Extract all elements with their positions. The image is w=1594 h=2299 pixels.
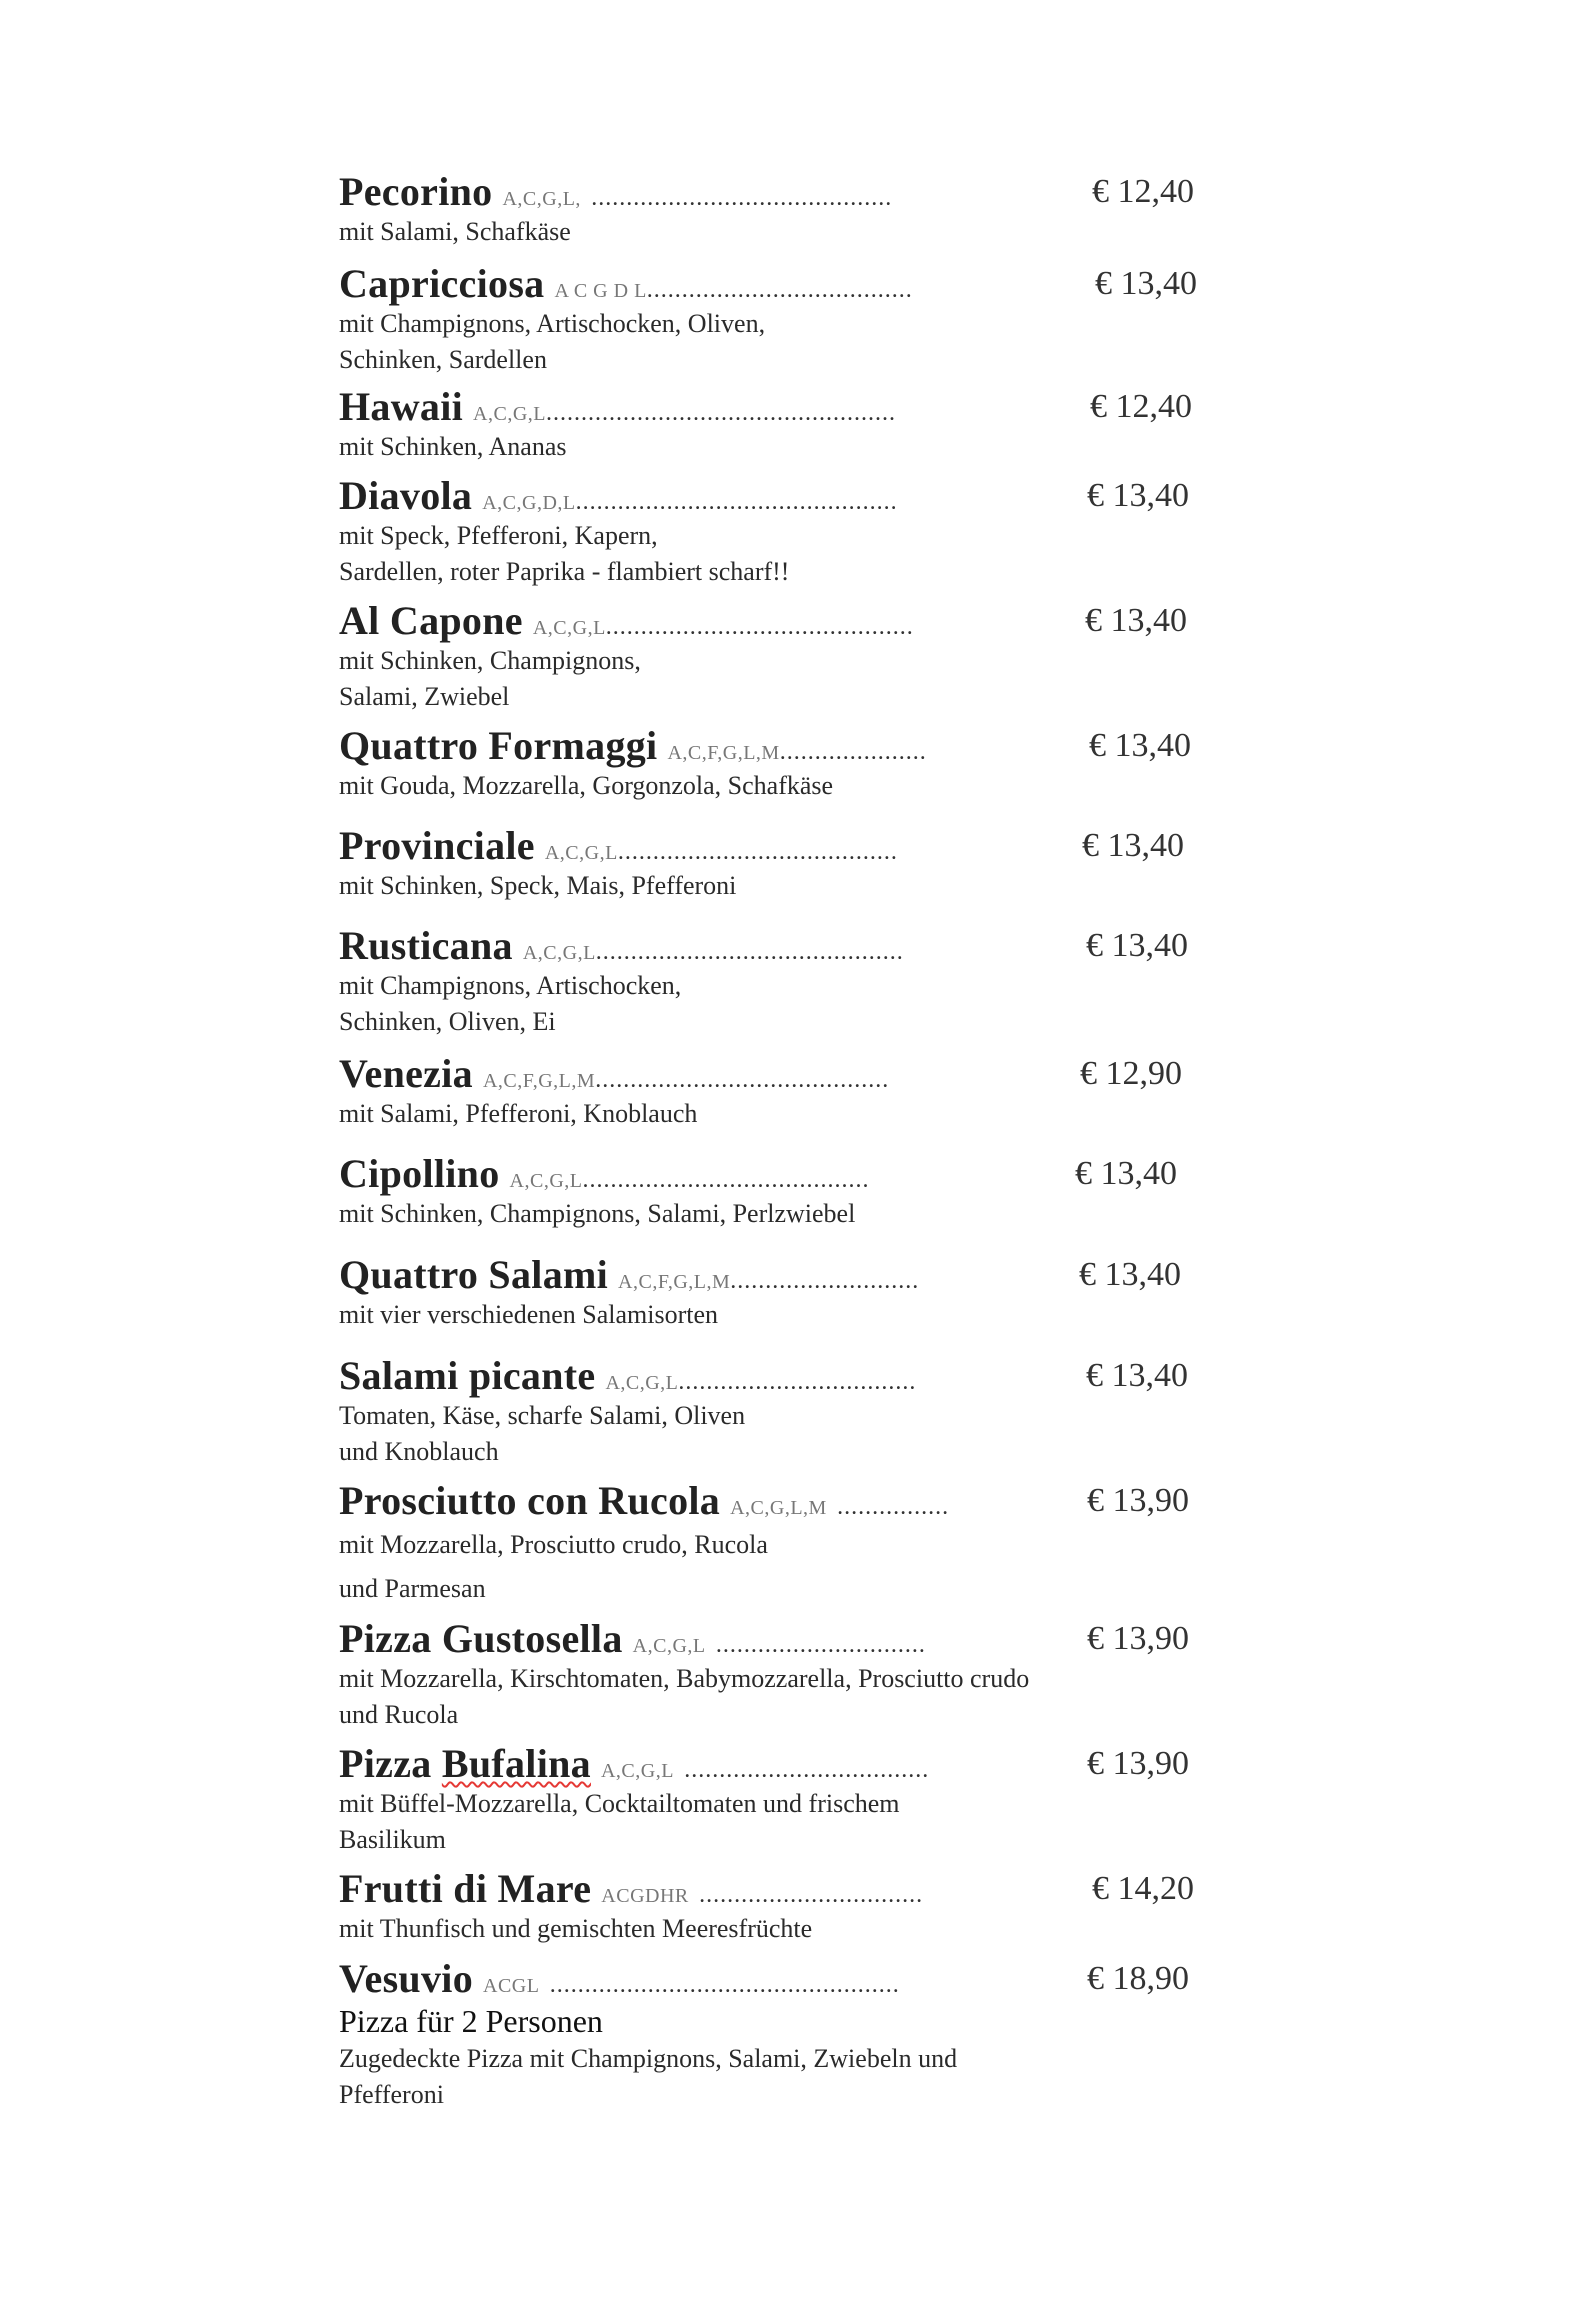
item-name: Venezia <box>339 1051 473 1096</box>
allergen-codes: A,C,G,L <box>473 403 546 425</box>
menu-item-capricciosa <box>339 261 1197 378</box>
menu-item-quattro-formaggi <box>339 723 1191 804</box>
menu-item-venezia <box>339 1051 1182 1132</box>
item-description: mit Speck, Pfefferoni, Kapern, <box>339 521 658 550</box>
item-name: Vesuvio <box>339 1956 473 2001</box>
item-price: € 13,40 <box>1087 477 1189 514</box>
item-description: Schinken, Sardellen <box>339 345 547 374</box>
item-description: Zugedeckte Pizza mit Champignons, Salami, Zwiebeln und <box>339 2044 958 2073</box>
item-description: Pfefferoni <box>339 2080 444 2109</box>
dot-leader: .................................................. <box>549 1972 900 1998</box>
item-name: Hawaii <box>339 384 464 429</box>
menu-item-al-capone <box>339 598 1187 715</box>
item-price: € 13,90 <box>1087 1745 1189 1782</box>
item-price: € 13,40 <box>1095 265 1197 302</box>
item-name: Quattro Salami <box>339 1252 609 1297</box>
item-name: Salami picante <box>339 1353 596 1398</box>
menu-item-quattro-salami <box>339 1252 1181 1333</box>
item-price: € 13,40 <box>1089 727 1191 764</box>
dot-leader: ................ <box>837 1494 950 1520</box>
item-description: mit Salami, Pfefferoni, Knoblauch <box>339 1099 698 1128</box>
item-price: € 18,90 <box>1087 1960 1189 1997</box>
dot-leader: ........................... <box>730 1268 920 1294</box>
item-description: mit vier verschiedenen Salamisorten <box>339 1300 719 1329</box>
item-description: mit Gouda, Mozzarella, Gorgonzola, Schafkäse <box>339 771 834 800</box>
item-name: Pizza Gustosella <box>339 1616 623 1661</box>
dot-leader: .............................. <box>715 1632 926 1658</box>
item-name: Cipollino <box>339 1151 500 1196</box>
item-description: und Rucola <box>339 1700 459 1729</box>
item-price: € 13,40 <box>1086 927 1188 964</box>
item-price: € 13,40 <box>1085 602 1187 639</box>
allergen-codes: A,C,G,L <box>605 1372 679 1394</box>
dot-leader: .................................................. <box>545 400 896 426</box>
item-description: mit Schinken, Champignons, Salami, Perlzwiebel <box>339 1199 856 1228</box>
item-name-prefix: Pizza <box>339 1741 442 1786</box>
allergen-codes: A,C,G,L, <box>502 188 581 210</box>
item-name: Prosciutto con Rucola <box>339 1478 721 1523</box>
dot-leader: ......................................... <box>582 1167 870 1193</box>
dot-leader: ........................................ <box>617 839 898 865</box>
allergen-codes: ACGDHR <box>601 1885 689 1907</box>
menu-item-salami-picante <box>339 1353 1188 1470</box>
item-price: € 13,90 <box>1087 1620 1189 1657</box>
item-description: Tomaten, Käse, scharfe Salami, Oliven <box>339 1401 746 1430</box>
item-name: Provinciale <box>339 823 535 868</box>
item-subtitle: Pizza für 2 Personen <box>339 2003 603 2039</box>
dot-leader: ............................................ <box>595 939 904 965</box>
item-description: mit Schinken, Ananas <box>339 432 567 461</box>
menu-item-rusticana <box>339 923 1188 1040</box>
dot-leader: .............................................. <box>575 489 898 515</box>
allergen-codes: A,C,G,L <box>509 1170 583 1192</box>
dot-leader: ................................ <box>699 1882 924 1908</box>
allergen-codes: A,C,F,G,L,M <box>618 1271 731 1293</box>
dot-leader: ................................... <box>684 1757 930 1783</box>
allergen-codes: A C G D L <box>554 280 647 302</box>
menu-item-pizza-bufalina <box>339 1741 1189 1858</box>
item-price: € 13,90 <box>1087 1482 1189 1519</box>
item-description: mit Büffel-Mozzarella, Cocktailtomaten und frischem <box>339 1789 900 1818</box>
menu-item-provinciale <box>339 823 1184 904</box>
menu-item-pizza-gustosella <box>339 1616 1189 1733</box>
allergen-codes: A,C,G,L <box>632 1635 706 1657</box>
item-description: Sardellen, roter Paprika - flambiert scharf!! <box>339 557 790 586</box>
item-description: und Parmesan <box>339 1574 486 1603</box>
spellcheck-marked-word: Bufalina <box>441 1741 591 1786</box>
allergen-codes: A,C,F,G,L,M <box>667 742 780 764</box>
item-description: mit Champignons, Artischocken, <box>339 971 682 1000</box>
allergen-codes: A,C,G,L <box>600 1760 674 1782</box>
item-description: mit Mozzarella, Prosciutto crudo, Rucola <box>339 1530 768 1559</box>
allergen-codes: A,C,G,L <box>532 617 606 639</box>
item-name: Pecorino <box>339 169 493 214</box>
dot-leader: .................................. <box>678 1369 917 1395</box>
item-description: Salami, Zwiebel <box>339 682 510 711</box>
item-price: € 12,40 <box>1090 388 1192 425</box>
item-price: € 14,20 <box>1092 1870 1194 1907</box>
item-description: mit Mozzarella, Kirschtomaten, Babymozzarella, Prosciutto crudo <box>339 1664 1030 1693</box>
menu-item-hawaii <box>339 384 1192 465</box>
item-description: Schinken, Oliven, Ei <box>339 1007 556 1036</box>
menu-item-diavola <box>339 473 1189 590</box>
item-price: € 13,40 <box>1086 1357 1188 1394</box>
item-name: Diavola <box>339 473 473 518</box>
item-price: € 12,90 <box>1080 1055 1182 1092</box>
item-description: und Knoblauch <box>339 1437 499 1466</box>
item-description: Basilikum <box>339 1825 446 1854</box>
item-description: mit Schinken, Speck, Mais, Pfefferoni <box>339 871 737 900</box>
item-description: mit Schinken, Champignons, <box>339 646 641 675</box>
item-name: Frutti di Mare <box>339 1866 592 1911</box>
dot-leader: ...................................... <box>646 277 913 303</box>
dot-leader: ............................................ <box>605 614 914 640</box>
menu-item-vesuvio <box>339 1956 1189 2113</box>
allergen-codes: ACGL <box>483 1975 540 1997</box>
item-description: mit Salami, Schafkäse <box>339 217 571 246</box>
item-price: € 13,40 <box>1075 1155 1177 1192</box>
menu-item-cipollino <box>339 1151 1177 1232</box>
item-name: Al Capone <box>339 598 523 643</box>
allergen-codes: A,C,G,D,L <box>482 492 576 514</box>
allergen-codes: A,C,G,L <box>522 942 596 964</box>
item-name: Quattro Formaggi <box>339 723 658 768</box>
allergen-codes: A,C,F,G,L,M <box>482 1070 596 1092</box>
item-price: € 13,40 <box>1082 827 1184 864</box>
item-price: € 12,40 <box>1092 173 1194 210</box>
item-name: Rusticana <box>339 923 513 968</box>
allergen-codes: A,C,G,L,M <box>730 1497 827 1519</box>
item-name: Capricciosa <box>339 261 545 306</box>
dot-leader: .......................................... <box>595 1067 890 1093</box>
allergen-codes: A,C,G,L <box>544 842 618 864</box>
dot-leader: ..................... <box>779 739 927 765</box>
menu-item-pecorino <box>339 169 1194 250</box>
dot-leader: ........................................... <box>591 185 893 211</box>
menu-item-frutti-di-mare <box>339 1866 1194 1947</box>
item-price: € 13,40 <box>1079 1256 1181 1293</box>
menu-item-prosciutto-con-rucola <box>339 1478 1189 1611</box>
item-description: mit Thunfisch und gemischten Meeresfrüchte <box>339 1914 813 1943</box>
item-description: mit Champignons, Artischocken, Oliven, <box>339 309 766 338</box>
